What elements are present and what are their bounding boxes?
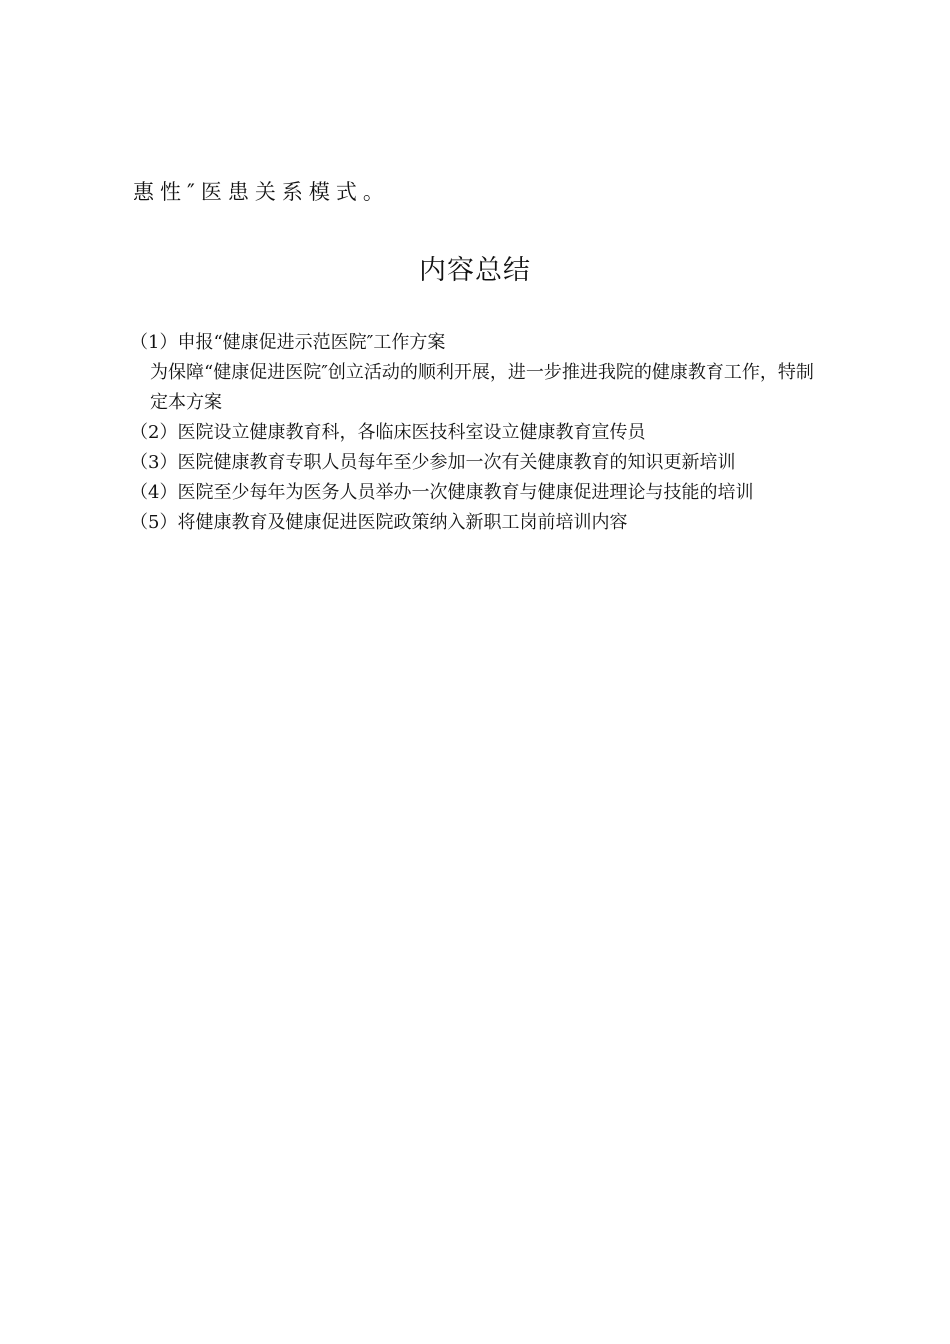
summary-item-3: （3）医院健康教育专职人员每年至少参加一次有关健康教育的知识更新培训 <box>130 452 736 473</box>
summary-item-2: （2）医院设立健康教育科，各临床医技科室设立健康教育宣传员 <box>130 422 646 443</box>
summary-item-1: （1）申报“健康促进示范医院″工作方案 <box>130 332 446 353</box>
carry-over-text: 惠性″医患关系模式。 <box>133 180 390 204</box>
summary-item-4: （4）医院至少每年为医务人员举办一次健康教育与健康促进理论与技能的培训 <box>130 482 754 503</box>
summary-item-5: （5）将健康教育及健康促进医院政策纳入新职工岗前培训内容 <box>130 512 628 533</box>
section-title: 内容总结 <box>419 255 531 286</box>
summary-list <box>130 328 830 538</box>
summary-item-1-detail: 为保障“健康促进医院″创立活动的顺利开展，进一步推进我院的健康教育工作，特制定本方案 <box>150 362 814 413</box>
